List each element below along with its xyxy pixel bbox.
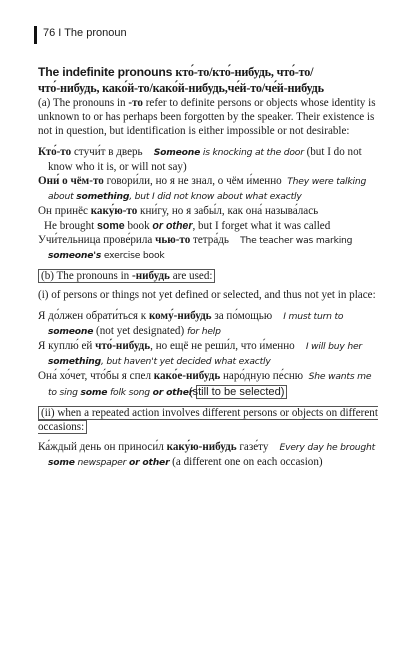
example-b-ii-1: Ка́ждый день он приноси́л каку́ю-нибудь газе́ту Every day he brought some newspaper or other (a different one on each occasion) [38, 441, 376, 469]
title-forms-2: что́-нибудь, како́й-то/како́й-нибудь,че́й-то/че́й-нибудь [38, 81, 324, 95]
example-b-i-3: Она́ хо́чет, что́бы я спел како́е-нибудь наро́дную пе́сню She wants me to sing some folk song or other (still to be selected) [38, 370, 372, 398]
section-content [38, 96, 382, 471]
section-b-i-paragraph: (i) of persons or things not yet defined or selected, and thus not yet in place: [38, 289, 376, 302]
section-title [38, 64, 383, 96]
section-b-ii-paragraph: (ii) when a repeated action involves different persons or objects on different occasions: [38, 406, 378, 434]
header-bar [34, 26, 37, 44]
example-a-3: Он принёс каку́ю-то кни́гу, но я забы́л, как она́ называ́лась [38, 205, 319, 218]
example-a-4: He brought some book or other, but I forget what it was called [44, 219, 331, 232]
title-lead: The indefinite pronouns [38, 65, 176, 79]
section-b-paragraph: (b) The pronouns in -нибудь are used: [38, 269, 382, 283]
example-a-5: Учи́тельница прове́рила чью-то тетра́дь The teacher was marking someone's exercise book [38, 233, 353, 262]
example-b-i-2: Я куплю́ ей что́-нибудь, но ещё не реши́л, что и́менно I will buy her something, but haven't yet decided what exactly [38, 340, 363, 368]
running-header [34, 24, 374, 46]
section-a-paragraph: (a) The pronouns in -то refer to definite persons or objects whose identity is unknown to or has perhaps been forgotten by the speaker. Their existence is not in question, but identification is either impossible or not desirable: [38, 97, 376, 138]
example-a-2: Они́ о чём-то говори́ли, но я не знал, о чём и́менно They were talking about something, but I did not know about what exactly [38, 175, 367, 203]
title-forms-1: кто́-то/кто́-нибудь, что́-то/ [175, 65, 314, 79]
header-text: 76 I The pronoun [43, 27, 127, 39]
example-a-1: Кто́-то стучи́т в дверь Someone is knocking at the door (but I do not know who it is, or will not say) [38, 145, 362, 173]
example-b-i-1: Я до́лжен обрати́ться к кому́-нибудь за по́мощью I must turn to someone (not yet designated) for help [38, 309, 344, 337]
